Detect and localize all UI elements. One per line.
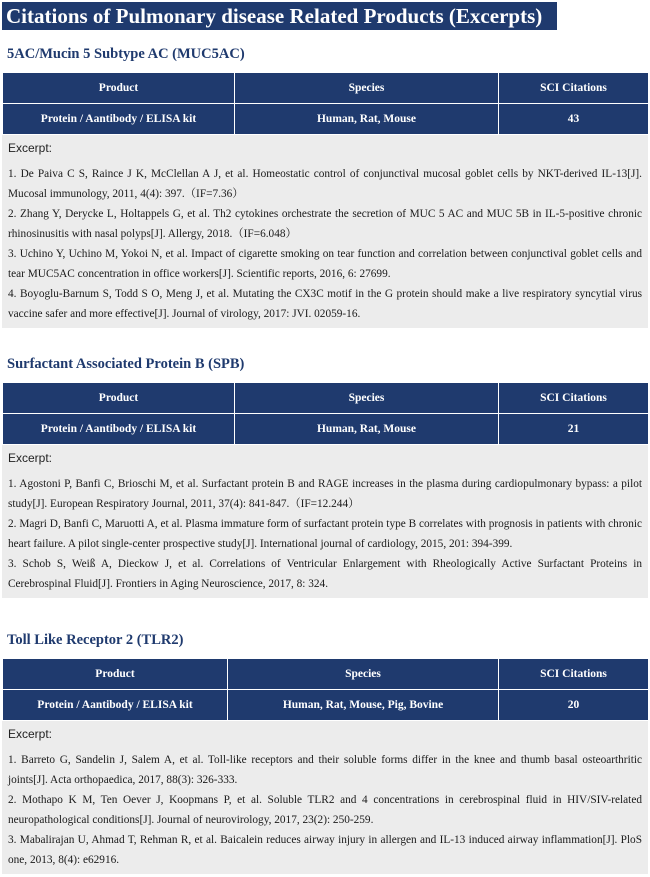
reference-item: 2. Zhang Y, Derycke L, Holtappels G, et al. Th2 cytokines orchestrate the secretion of MUC 5 AC and MUC 5B in IL-5-positive chronic rhinosinusitis with nasal polyps[J]. Allergy, 2018.（IF=6.048） <box>8 208 642 240</box>
table-row <box>3 414 649 445</box>
header-species: Species <box>228 659 499 690</box>
reference-item: 2. Mothapo K M, Ten Oever J, Koopmans P, et al. Soluble TLR2 and 4 concentrations in cerebrospinal fluid in HIV/SIV-related neuropathological conditions[J]. Journal of neurovirology, 2017, 23(2): 250-259. <box>8 794 642 826</box>
section-title: Toll Like Receptor 2 (TLR2) <box>7 632 184 648</box>
table-header-row <box>3 659 649 690</box>
reference-item: 3. Schob S, Weiß A, Dieckow J, et al. Correlations of Ventricular Enlargement with Rheologically Active Surfactant Proteins in Cerebrospinal Fluid[J]. Frontiers in Aging Neuroscience, 2017, 8: 324. <box>8 558 642 590</box>
header-citations: SCI Citations <box>499 383 649 414</box>
table-row <box>3 690 649 721</box>
section-tlr2 <box>2 630 648 874</box>
section-title: Surfactant Associated Protein B (SPB) <box>7 356 245 372</box>
excerpt-label: Excerpt: <box>8 141 53 155</box>
header-citations: SCI Citations <box>499 659 649 690</box>
cell-species: Human, Rat, Mouse <box>235 104 499 135</box>
table-header-row <box>3 73 649 104</box>
product-table <box>2 658 649 721</box>
reference-item: 1. De Paiva C S, Raince J K, McClellan A J, et al. Homeostatic control of conjunctival mucosal goblet cells by NKT-derived IL-13[J]. Mucosal immunology, 2011, 4(4): 397.（IF=7.36） <box>8 168 642 200</box>
section-title: 5AC/Mucin 5 Subtype AC (MUC5AC) <box>7 46 245 62</box>
section-spb <box>2 354 648 598</box>
product-table <box>2 382 649 445</box>
reference-item: 1. Agostoni P, Banfi C, Brioschi M, et al. Surfactant protein B and RAGE increases in the plasma during cardiopulmonary bypass: a pilot study[J]. European Respiratory Journal, 2011, 37(4): 841-847.（IF=12.244） <box>8 478 642 510</box>
excerpt-box <box>2 721 648 874</box>
banner-title: Citations of Pulmonary disease Related Products (Excerpts) <box>2 2 557 30</box>
cell-product: Protein / Aantibody / ELISA kit <box>3 414 235 445</box>
header-product: Product <box>3 659 228 690</box>
section-muc5ac <box>2 44 648 328</box>
cell-species: Human, Rat, Mouse <box>235 414 499 445</box>
header-species: Species <box>235 383 499 414</box>
cell-citations: 21 <box>499 414 649 445</box>
excerpt-label: Excerpt: <box>8 451 53 465</box>
reference-item: 3. Mabalirajan U, Ahmad T, Rehman R, et al. Baicalein reduces airway injury in allergen and IL-13 induced airway inflammation[J]. PloS one, 2013, 8(4): e62916. <box>8 834 642 866</box>
header-citations: SCI Citations <box>499 73 649 104</box>
cell-citations: 20 <box>499 690 649 721</box>
reference-item: 1. Barreto G, Sandelin J, Salem A, et al. Toll-like receptors and their soluble forms differ in the knee and thumb basal osteoarthritic joints[J]. Acta orthopaedica, 2017, 88(3): 326-333. <box>8 754 642 786</box>
reference-item: 3. Uchino Y, Uchino M, Yokoi N, et al. Impact of cigarette smoking on tear function and correlation between conjunctival goblet cells and tear MUC5AC concentration in office workers[J]. Scientific reports, 2016, 6: 27699. <box>8 248 642 280</box>
header-product: Product <box>3 73 235 104</box>
cell-species: Human, Rat, Mouse, Pig, Bovine <box>228 690 499 721</box>
table-row <box>3 104 649 135</box>
excerpt-label: Excerpt: <box>8 727 53 741</box>
cell-citations: 43 <box>499 104 649 135</box>
reference-item: 2. Magri D, Banfi C, Maruotti A, et al. Plasma immature form of surfactant protein type B correlates with prognosis in patients with chronic heart failure. A pilot single-center prospective study[J]. International journal of cardiology, 2015, 201: 394-399. <box>8 518 642 550</box>
header-product: Product <box>3 383 235 414</box>
excerpt-box <box>2 135 648 328</box>
cell-product: Protein / Aantibody / ELISA kit <box>3 104 235 135</box>
excerpt-box <box>2 445 648 598</box>
table-header-row <box>3 383 649 414</box>
header-species: Species <box>235 73 499 104</box>
cell-product: Protein / Aantibody / ELISA kit <box>3 690 228 721</box>
product-table <box>2 72 649 135</box>
reference-item: 4. Boyoglu-Barnum S, Todd S O, Meng J, et al. Mutating the CX3C motif in the G protein should make a live respiratory syncytial virus vaccine safer and more effective[J]. Journal of virology, 2017: JVI. 02059-16. <box>8 288 642 320</box>
